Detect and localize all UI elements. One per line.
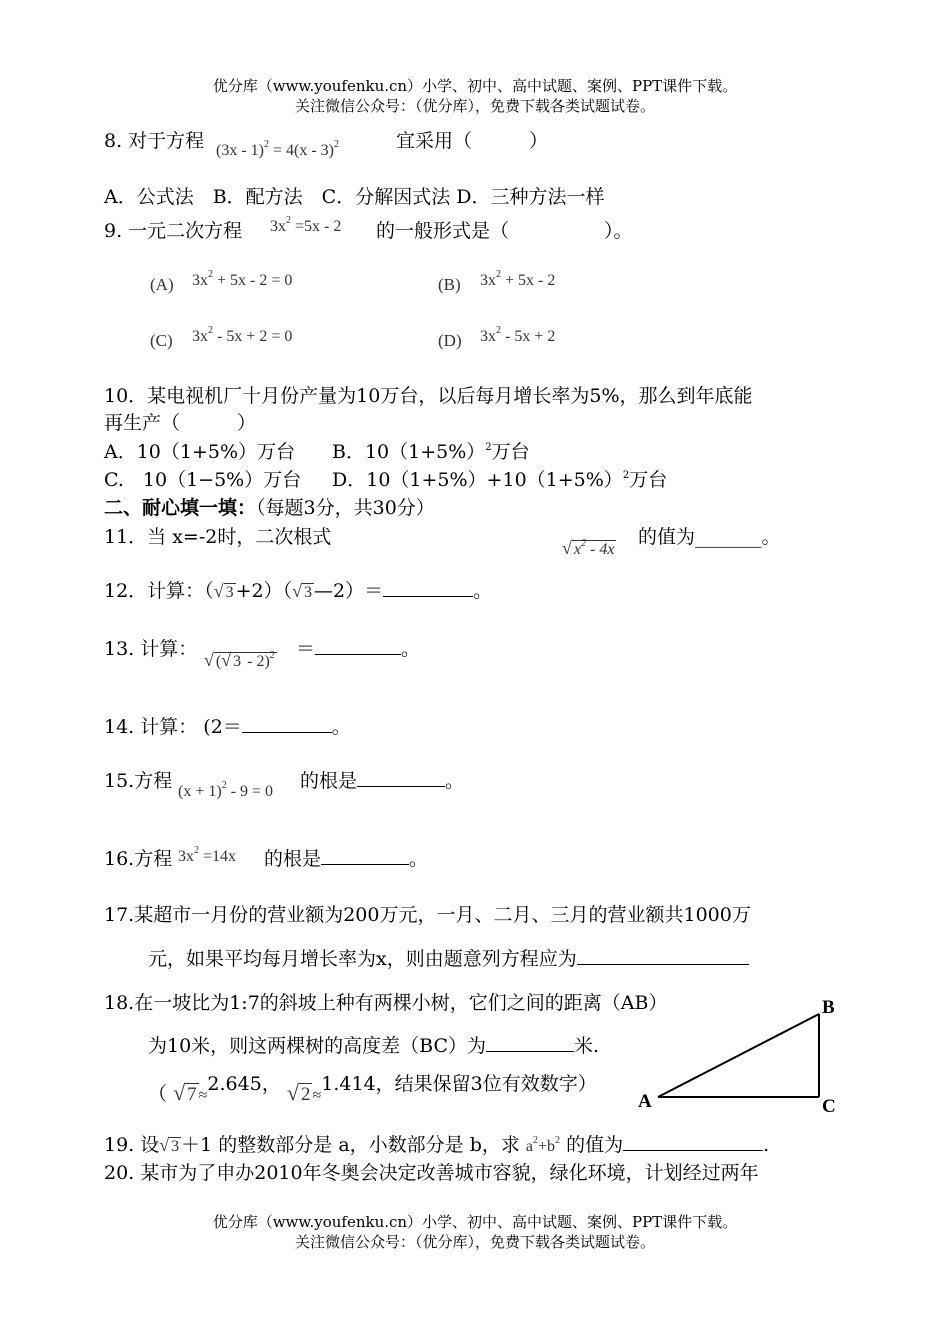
q10-option-b-text: B．10（1+5%） (332, 441, 486, 463)
q9-option-a (192, 269, 293, 290)
slope-triangle-diagram (636, 994, 846, 1118)
q18-approx-2: ≈ (312, 1087, 322, 1104)
q9-option-c-label: (C) (150, 331, 173, 350)
q17-line-2-text: 元，如果平均每月增长率为x，则由题意列方程应为 (148, 948, 577, 970)
q12-mid: +2）（ (235, 580, 293, 602)
q12-sqrt-2 (292, 578, 314, 606)
q19-answer-blank[interactable] (623, 1132, 763, 1151)
q13-radical-sign: √ (204, 650, 214, 670)
q15-suffix: 的根是 (300, 770, 358, 792)
q9-option-b-rest: + 5x - 2 (501, 272, 556, 289)
q18-approx-1: ≈ (198, 1087, 208, 1104)
footer-line-2: 关注微信公众号：（优分库），免费下载各类试题试卷。 (294, 1233, 655, 1251)
q8-prefix: 8. 对于方程 (104, 130, 205, 152)
q10-option-b (332, 439, 530, 469)
q9-suffix: 的一般形式是（ ）。 (376, 220, 633, 242)
q10-option-a: A．10（1+5%）万台 (104, 441, 296, 463)
q9-option-c (192, 325, 293, 346)
q9-option-a-sup: 2 (208, 269, 213, 280)
q18-sqrt-7 (173, 1080, 199, 1108)
q19-radicand: 3 (171, 1138, 180, 1155)
q11-suffix: 的值为_______。 (638, 526, 781, 548)
q10-line-1: 10．某电视机厂十月份产量为10万台，以后每月增长率为5%，那么到年底能 (104, 385, 753, 407)
q8-eq-left: (3x - 1) (216, 142, 264, 159)
q13-equals: ＝ (296, 638, 316, 660)
q10-option-c: C. 10（1−5%）万台 (104, 469, 302, 491)
vertex-a-label: A (638, 1091, 652, 1112)
q9-option-a-rest: + 5x - 2 = 0 (213, 272, 293, 289)
q18-line-3 (148, 1073, 597, 1109)
q13-open-paren: ( (215, 653, 222, 670)
q15-eq-rest: - 9 = 0 (226, 783, 274, 800)
q8-eq-right: = 4(x - 3) (268, 142, 334, 159)
hypotenuse-ab (658, 1014, 819, 1097)
q14-answer-blank[interactable] (242, 714, 332, 733)
q16-answer-blank[interactable] (321, 846, 409, 865)
q18-unit: 米. (574, 1035, 600, 1057)
q16-eq: 3x (178, 848, 194, 865)
q8-sup-1: 2 (263, 139, 269, 150)
q13-sup: 2 (269, 650, 275, 661)
q9-eq: 3x (270, 218, 286, 235)
q20-line-1: 20. 某市为了申办2010年冬奥会决定改善城市容貌，绿化环境，计划经过两年 (104, 1162, 759, 1184)
q16-eq-rest: =14x (199, 848, 237, 865)
q16-equation (178, 845, 237, 866)
q18-radical-sign-2: √ (286, 1080, 299, 1105)
q16-end: 。 (409, 848, 429, 870)
q18-sqrt-2 (287, 1080, 313, 1108)
q12-radicand-2: 3 (303, 584, 312, 601)
q9-equation (270, 215, 342, 236)
q11-radical-sign: √ (562, 538, 572, 558)
q19-expr-b: +b (538, 1138, 556, 1155)
q11-sqrt (562, 538, 616, 559)
q19-radical-sign: √ (159, 1135, 170, 1155)
header-line-2: 关注微信公众号：（优分库），免费下载各类试题试卷。 (294, 97, 655, 115)
q17-line-2 (148, 946, 749, 972)
q12-suffix: 。 (473, 580, 493, 602)
q11-radicand (572, 540, 617, 558)
q13-answer-blank[interactable] (315, 636, 401, 655)
q17-line-1: 17.某超市一月份的营业额为200万元，一月、二月、三月的营业额共1000万 (104, 904, 751, 926)
q15-answer-blank[interactable] (357, 768, 445, 787)
q13-sqrt (204, 650, 277, 671)
q9-sup: 2 (286, 215, 291, 226)
q9-option-b-label: (B) (438, 275, 461, 294)
q16-prefix: 16.方程 (104, 848, 173, 870)
q11-radicand-rest: - 4x (586, 541, 615, 558)
q8-suffix: 宜采用（ ） (396, 130, 549, 152)
q12-answer-blank[interactable] (383, 578, 473, 597)
q12-radicand-1: 3 (225, 584, 234, 601)
q18-value-1: 2.645， (207, 1073, 281, 1095)
q11-sup: 2 (581, 538, 586, 549)
q9-option-d-rest: - 5x + 2 (501, 328, 556, 345)
q16-sup: 2 (194, 845, 199, 856)
q10-line-2: 再生产（ ） (104, 412, 257, 434)
q13-inner-radical-sign: √ (221, 650, 232, 670)
q18-answer-blank[interactable] (486, 1033, 574, 1052)
q14-suffix: 。 (331, 716, 351, 738)
q9-option-c-rest: - 5x + 2 = 0 (213, 328, 293, 345)
q12-sqrt-1 (214, 578, 236, 606)
q9-option-b-eq: 3x (480, 272, 496, 289)
q9-option-a-label: (A) (150, 275, 174, 294)
q16-suffix: 的根是 (264, 848, 322, 870)
q10-option-d-sup: 2 (622, 470, 630, 481)
q15-equation (178, 780, 274, 801)
q19-sqrt (159, 1132, 181, 1160)
q19-end: . (763, 1134, 770, 1156)
q19-expr-a: a (525, 1138, 534, 1155)
q13-answer (296, 636, 420, 662)
q10-option-d-text: D．10（1+5%）+10（1+5%） (332, 469, 623, 491)
q9-option-d (480, 325, 556, 346)
q10-option-d-unit: 万台 (629, 469, 668, 491)
q13-suffix: 。 (401, 638, 421, 660)
q10-option-d (332, 467, 667, 497)
section-2-title: 二、耐心填一填： (104, 497, 257, 519)
q19-expression (525, 1135, 561, 1155)
section-2-note: （每题3分，共30分） (256, 497, 435, 519)
q9-prefix: 9. 一元二次方程 (104, 220, 243, 242)
q10-option-b-unit: 万台 (491, 441, 530, 463)
q11-text: 11．当 x=-2时，二次根式 (104, 526, 332, 548)
q18-radical-sign-7: √ (173, 1080, 186, 1105)
q13-inner-radicand: 3 (233, 653, 242, 670)
vertex-b-label: B (822, 997, 835, 1018)
q9-option-a-eq: 3x (192, 272, 208, 289)
q12-prefix: 12．计算：（ (104, 580, 214, 602)
q9-option-c-eq: 3x (192, 328, 208, 345)
q9-option-b-sup: 2 (496, 269, 501, 280)
q10-option-b-sup: 2 (485, 442, 492, 453)
q19-sup-a: 2 (533, 1135, 539, 1146)
q8-sup-2: 2 (334, 139, 339, 150)
q18-value-2: 1.414，结果保留3位有效数字） (321, 1073, 597, 1095)
q15-sup: 2 (221, 780, 227, 791)
q11-radical (562, 538, 616, 559)
q15-prefix: 15.方程 (104, 770, 173, 792)
q13-radicand-rest: - 2) (243, 653, 270, 670)
q11-radicand-x: x (573, 541, 581, 558)
q9-option-d-eq: 3x (480, 328, 496, 345)
q13-radical (204, 650, 277, 671)
header-line-1: 优分库（www.youfenku.cn）小学、初中、高中试题、案例、PPT课件下载。 (212, 77, 738, 95)
q9-option-d-label: (D) (438, 331, 462, 350)
q18-line-2 (148, 1033, 599, 1059)
q8-options: A．公式法 B．配方法 C．分解因式法 D．三种方法一样 (104, 186, 605, 208)
q16-answer (264, 846, 428, 872)
q12-radical-sign-1: √ (213, 581, 224, 601)
q19-suffix: 的值为 (566, 1134, 624, 1156)
q18-line-2-text: 为10米，则这两棵树的高度差（BC）为 (148, 1035, 487, 1057)
q18-open-paren: （ (148, 1083, 168, 1105)
q12-mid-2: —2）＝ (313, 580, 384, 602)
q18-radicand-2: 2 (300, 1084, 311, 1105)
q13-radicand (214, 652, 277, 670)
vertex-c-label: C (822, 1096, 836, 1117)
q19-sup-b: 2 (555, 1135, 561, 1146)
q19-prefix: 19. 设 (104, 1134, 160, 1156)
q17-answer-blank[interactable] (577, 946, 749, 965)
q9-option-d-sup: 2 (496, 325, 501, 336)
q8-equation (216, 139, 339, 160)
q13-prefix: 13. 计算： (104, 638, 198, 660)
q12-question (104, 578, 492, 606)
q19-mid: ＋1 的整数部分是 a，小数部分是 b，求 (181, 1134, 520, 1156)
q15-eq: (x + 1) (178, 783, 222, 800)
q9-option-c-sup: 2 (208, 325, 213, 336)
q9-option-b (480, 269, 556, 290)
q12-radical-sign-2: √ (292, 581, 302, 601)
q9-eq-rest: =5x - 2 (291, 218, 342, 235)
q14-prefix: 14. 计算： (2＝ (104, 716, 242, 738)
q15-end: 。 (445, 770, 465, 792)
section-2-heading (104, 495, 435, 521)
footer-line-1: 优分库（www.youfenku.cn）小学、初中、高中试题、案例、PPT课件下载。 (212, 1213, 738, 1231)
q14-question (104, 714, 351, 740)
q19-question (104, 1132, 769, 1162)
q18-line-1: 18.在一坡比为1:7的斜坡上种有两棵小树，它们之间的距离（AB） (104, 992, 668, 1014)
q15-answer (300, 768, 464, 794)
q18-radicand-7: 7 (187, 1084, 197, 1105)
q13-inner-sqrt (221, 650, 243, 671)
